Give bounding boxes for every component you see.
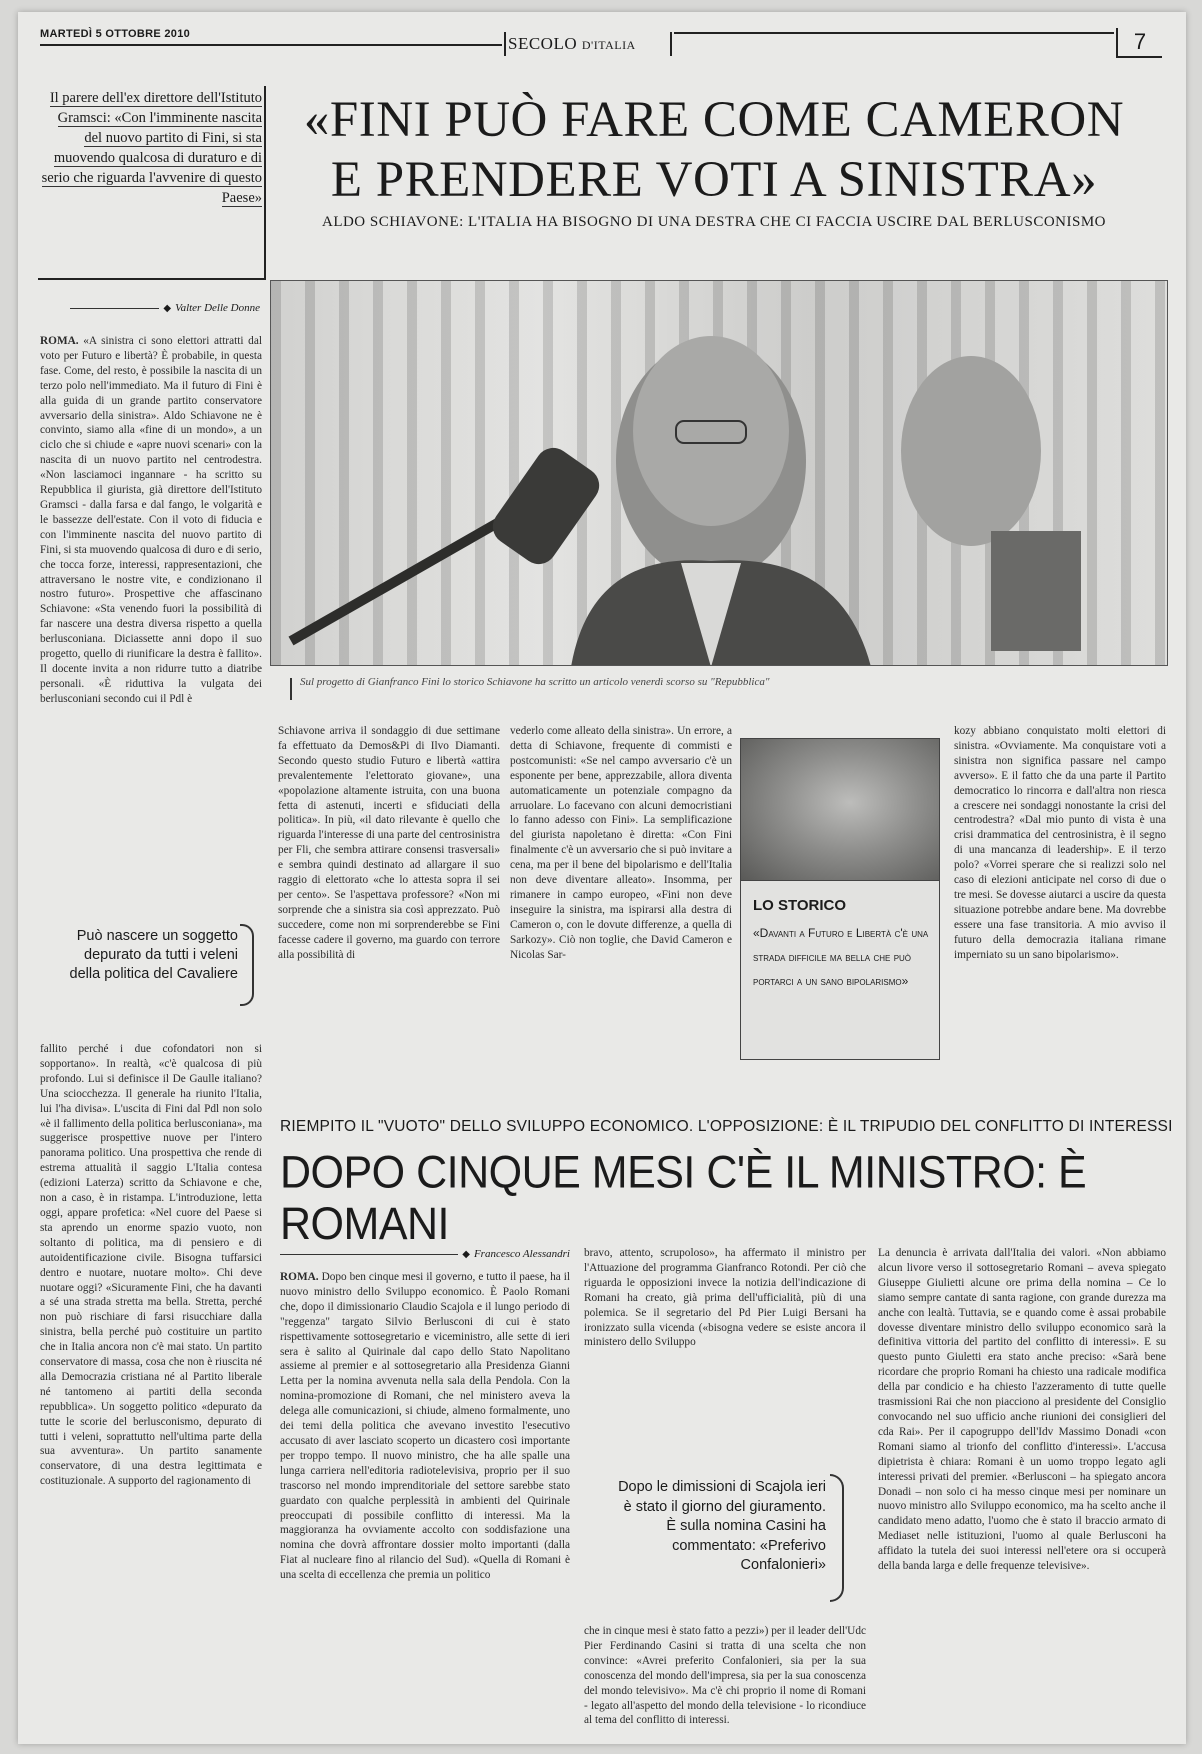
diamond-icon: ◆ xyxy=(462,1248,470,1260)
storico-quote: «Davanti a Futuro e Libertà c'è una strada difficile ma bella che può portarci a un sano bipolarismo» xyxy=(753,926,929,988)
dateline: ROMA. xyxy=(40,335,79,347)
article2-column-2: bravo, attento, scrupoloso», ha affermato il ministro per l'Attuazione del programma Gianfranco Rotondi. Per ciò che riguarda le opposizioni invece la notizia dell'indicazione di Romani ha creato, già prima dell'ufficialità, più di una polemica. Se il segretario del Pd Pier Luigi Bersani ha ironizzato sulla vicenda («bisogna vedere se esiste ancora il ministero dello Sviluppo xyxy=(584,1247,866,1349)
article2-pull-quote: Dopo le dimissioni di Scajola ieri è stato il giorno del giuramento. È sulla nomina Casini ha commentato: «Preferivo Confalonieri» xyxy=(614,1470,830,1584)
article2-column-2-continued: che in cinque mesi è stato fatto a pezzi») per il leader dell'Udc Pier Ferdinando Casini si tratta di una scelta che non convince: «Avrei preferito Confalonieri, sia per la sua conoscenza del mondo dell'impresa, sia per la sua conoscenza del mondo televisivo». Ma c'è chi proprio il nome di Romani - legato all'aspetto del mondo della televisione - lo ricondiuce al tema del conflitto di interessi. xyxy=(584,1625,866,1727)
subheadline: ALDO SCHIAVONE: L'ITALIA HA BISOGNO DI UNA DESTRA CHE CI FACCIA USCIRE DAL BERLUSCONISMO xyxy=(321,214,1107,230)
pull-quote: Può nascere un soggetto depurato da tutti i veleni della politica del Cavaliere xyxy=(69,928,238,982)
lead-quote-text: Il parere dell'ex direttore dell'Istituto Gramsci: «Con l'imminente nascita del nuovo partito di Fini, si sta muovendo qualcosa di duraturo e di serio che riguarda l'avvenire di questo Paese» xyxy=(41,90,262,206)
caption-bar xyxy=(290,678,292,700)
headline-line-2: E PRENDERE VOTI A SINISTRA» xyxy=(330,152,1098,208)
article2-headline: DOPO CINQUE MESI C'È IL MINISTRO: È ROMANI xyxy=(280,1147,1087,1250)
headline-line-1: «FINI PUÒ FARE COME CAMERON xyxy=(303,92,1125,148)
article1-column-1-continued xyxy=(40,1042,262,1712)
storico-kicker: LO STORICO xyxy=(753,897,847,914)
article1-column-1-text: «A sinistra ci sono elettori attratti dal voto per Futuro e libertà? È probabile, in questa fase. Come, del resto, è possibile la nascita di un terzo polo nell'immediato. Ma il futuro di Fini è alla guida di un grande partito conservatore avversario della sinistra». Aldo Schiavone ne è convinto, siamo alla «fine di un mondo», a un ciclo che si chiude e «apre nuovi scenari» con la nascita di un nuovo partito nel centrodestra. «Non lasciamoci ingannare - ha scritto su Repubblica il giurista, già direttore dell'Istituto Gramsci - dalla farsa e dal fango, le volgarità e le bassezze dell'estate. Con il voto di fiducia e con l'imminente nascita del nuovo partito di Fini, si sta muovendo qualcosa di duro e di serio, che tocca forze, interessi, rappresentazioni, che attraversano le nostre vite, e condizionano il nostro futuro». Prospettive che affascinano Schiavone: «Sta venendo fuori la possibilità di far nascere una destra diversa rispetto a quella berlusconiana. Diciassette anni dopo il suo progetto, quello di riunificare la destra è fallito». Il docente invita a non ridurre tutto a diatribe personali. «È riduttiva la vulgata dei berlusconiani secondo cui il Pdl è xyxy=(40,335,262,705)
masthead-rule-left xyxy=(40,44,502,46)
article1-column-2: Schiavone arriva il sondaggio di due settimane fa effettuato da Demos&Pi di Ilvo Diamanti. Secondo questo studio Futuro e libertà «attira prevalentemente l'elettorato giovane», una «popolazione altamente istruita, con una buona fetta di astenuti, incerti e sfiduciati della politica». In più, «il dato rilevante è quello che riguarda l'interesse di una parte del centrosinistra per Fli, che sembra attirare consensi trasversali» e sembra quindi destinato ad allargare il suo raggio di elettorato «che lo attesta sopra il sei per cento». Se l'aspettava professore? «Non mi sorprende che a sinistra sia così apprezzato. Può succedere, come non mi sorprenderebbe se Fini facesse cadere il governo, ma guardo con terrore alla possibilità di xyxy=(278,725,500,961)
article1-column-1-text-end: A supporto del ragionamento di xyxy=(107,1475,251,1488)
newspaper-page xyxy=(18,12,1186,1744)
article1-column-1 xyxy=(40,334,262,914)
newspaper-name xyxy=(508,34,636,54)
main-headline xyxy=(264,90,1164,210)
byline-rule xyxy=(70,308,159,309)
lead-quote xyxy=(40,88,262,208)
storico-portrait xyxy=(741,739,939,881)
issue-date: MARTEDÌ 5 OTTOBRE 2010 xyxy=(40,28,191,40)
byline xyxy=(70,302,260,314)
article1-column-3: vederlo come alleato della sinistra». Un errore, a detta di Schiavone, frequente di commisti e postcomunisti: «Se nel campo avversario c'è un esponente per bene, apprezzabile, allora diventa automaticamente un potenziale compagno da arruolare. Lo facevano con alcuni democristiani lo fanno adesso con Fini». La semplificazione del giurista napoletano è diretta: «Con Fini finalmente c'è un avversario che si può invitare a cena, ma per il bene del bipolarismo e dell'Italia non deve diventare alleato». Insomma, per rimanere in campo europeo, «Fini non deve inseguire la sinistra, ma ispirarsi alla destra di Cameron o, con le dovute differenze, a quella di Sarkozy». Ciò non toglie, che David Cameron e Nicolas Sar- xyxy=(510,725,732,961)
article1-column-1-text-continued: fallito perché i due cofondatori non si sopportano». In realtà, «c'è qualcosa di più profondo. Lui si definisce il De Gaulle italiano? Una sciocchezza. Il generale ha riunito l'Italia, lui l'ha divisa». L'uscita di Fini dal Pdl non solo «è il fallimento della politica berlusconiana», ma suggerisce prospettive nuove per l'intero panorama politico. Una prospettiva che rende di estrema attualità il saggio L'Italia contesa (edizioni Laterza) scritto da Schiavone e che, non a caso, è in ristampa. L'introduzione, letta oggi, appare profetica: «Nel cuore del Paese si sta aprendo un enorme spazio vuoto, non soltanto di politica, ma di pensiero e di autoidentificazione civile. Bisogna tuffarsici dentro e nuotare, nuotare molto». Chi deve nuotare oggi? «Sicuramente Fini, che ha davanti a sé una strada stretta ma bella. Stretta, perché non può rischiare di farsi risucchiare dalla sinistra, bella perché può costituire un partito che in Italia ancora non c'è mai stato. Un partito conservatore di massa, cosa che non è riuscita né alla Democrazia cristiana né al Partito liberale né tantomeno ai partiti della seconda repubblica». Un soggetto politico «depurato da tutte le scorie del berlusconismo, depurato di tutti i veleni, soprattutto nell'ultima parte della sua avventura». Un partito sanamente conservatore, di una destra legittimata e costituzionale. xyxy=(40,1043,262,1488)
article2-kicker: RIEMPITO IL "VUOTO" DELLO SVILUPPO ECONOMICO. L'OPPOSIZIONE: È IL TRIPUDIO DEL CONFLITTO DI INTERESSI xyxy=(280,1118,1173,1135)
article2-byline xyxy=(280,1248,570,1260)
masthead-separator xyxy=(504,32,506,56)
article2-byline-author: Francesco Alessandri xyxy=(473,1248,570,1260)
speaker-illustration xyxy=(271,281,1168,666)
pull-quote-brace xyxy=(240,924,254,1006)
article2-dateline: ROMA. xyxy=(280,1271,319,1283)
article2-column-1-text: Dopo ben cinque mesi il governo, e tutto il paese, ha il nuovo ministro dello Sviluppo economico. È Paolo Romani che, dopo il dimissionario Claudio Scajola e il lungo periodo di "reggenza" targato Silvio Berlusconi di cui è stato rispettivamente sottosegretario e viceministro, alle sette di ieri sera è salito al Quirinale dal capo dello Stato Napolitano assieme al premier e al sottosegretario alla Presidenza Gianni Letta per la nomina avvenuta nella sala della Pendola. Con la nomina-promozione di Romani, che nel ministero aveva la delega alle comunicazioni, si chiude, almeno formalmente, uno dei temi della politica che avevano investito l'esecutivo accusato di aver lasciato scoperto un dicastero così importante per troppo tempo. Il nuovo ministro, che ha alle spalle una lunga carriera nell'editoria radiotelevisiva, proprio per il suo trascorso nel mondo imprenditoriale del settore sarebbe stato guardato con qualche perplessità in ambienti del Quirinale preoccupati di possibile conflitto di interessi. Ma la maggioranza ha ovviamente accolto con soddisfazione una nomina che dovrà affrontare dossier molto importanti (dalla Fiat al nucleare fino al rilancio del Sud). «Quella di Romani è una scelta di eccellenza che premia un politico xyxy=(280,1271,570,1582)
byline-rule xyxy=(280,1254,458,1255)
diamond-icon: ◆ xyxy=(163,302,172,314)
byline-author: Valter Delle Donne xyxy=(175,302,260,314)
article2-pull-quote-brace xyxy=(830,1474,844,1602)
article-photo xyxy=(270,280,1168,666)
photo-caption: Sul progetto di Gianfranco Fini lo storico Schiavone ha scritto un articolo venerdì scorso su "Repubblica" xyxy=(300,676,770,688)
storico-box xyxy=(740,738,940,1060)
page-number: 7 xyxy=(1116,28,1162,58)
masthead-separator xyxy=(670,32,672,56)
article2-column-3: La denuncia è arrivata dall'Italia dei valori. «Non abbiamo alcun livore verso il sottosegretario Romani – aveva spiegato Giuseppe Giulietti alcune ore prima della nomina – Ce lo siamo sempre cantate di santa ragione, con grande durezza ma anche con lealtà. Tuttavia, se e quando come è assai probabile dovesse diventare ministro dello sviluppo economico sarà la definitiva vittoria del partito del conflitto di interessi». E su questo punto Giuletti era stato anche preciso: «Sarà bene ricordare che proprio Romani ha chiesto una radicale modifica della par condicio e ha chiesto l'azzeramento di tutte quelle trasmissioni Rai che non piacciono al presidente del Consiglio convocando nel suo ufficio anche riunioni dei consiglieri del cda Rai». Per il capogruppo dell'Idv Massimo Donadi «con Romani siamo al trionfo del conflitto d'interessi». L'accusa dipietrista è chiara: Romani è un uomo troppo legato agli interessi privati del premier. «Berlusconi – ha spiegato ancora Donadi – non solo ci ha messo cinque mesi per nominare un nuovo ministro allo Sviluppo economico, ma ha scelto anche il candidato meno adatto, l'uomo che è stato il braccio armato di Mediaset nelle istituzioni, l'uomo al quale Berlusconi ha affidato la tutela dei suoi interessi nell'etere ora si occuperà della banda larga e delle frequenze televisive». xyxy=(878,1247,1166,1573)
newspaper-name-suffix: D'ITALIA xyxy=(581,38,636,52)
article1-column-5: kozy abbiano conquistato molti elettori di sinistra. «Ovviamente. Ma conquistare voti a sinistra non significa passare nel campo avverso». E il fatto che da una parte il Partito democratico lo rincorra e dall'altra non riesca a crescere nei sondaggi nonostante la crisi del centrodestra? «Dal mio punto di vista è una crisi drammatica del centrosinistra, è il segno di una mancanza di leadership». E il terzo polo? «Vorrei sperare che si realizzi solo nel caso di elezioni anticipate nel corso di due o tre mesi. Se dovesse aiutarci a uscire da questa situazione potrebbe andare bene. Ma dovrebbe essere una fase transitoria. A mio avviso il futuro della democrazia italiana rimane imperniato su un sano bipolarismo». xyxy=(954,725,1166,961)
masthead-rule-right xyxy=(674,32,1114,34)
newspaper-name-main: SECOLO xyxy=(508,34,578,53)
article2-column-1 xyxy=(280,1270,570,1730)
